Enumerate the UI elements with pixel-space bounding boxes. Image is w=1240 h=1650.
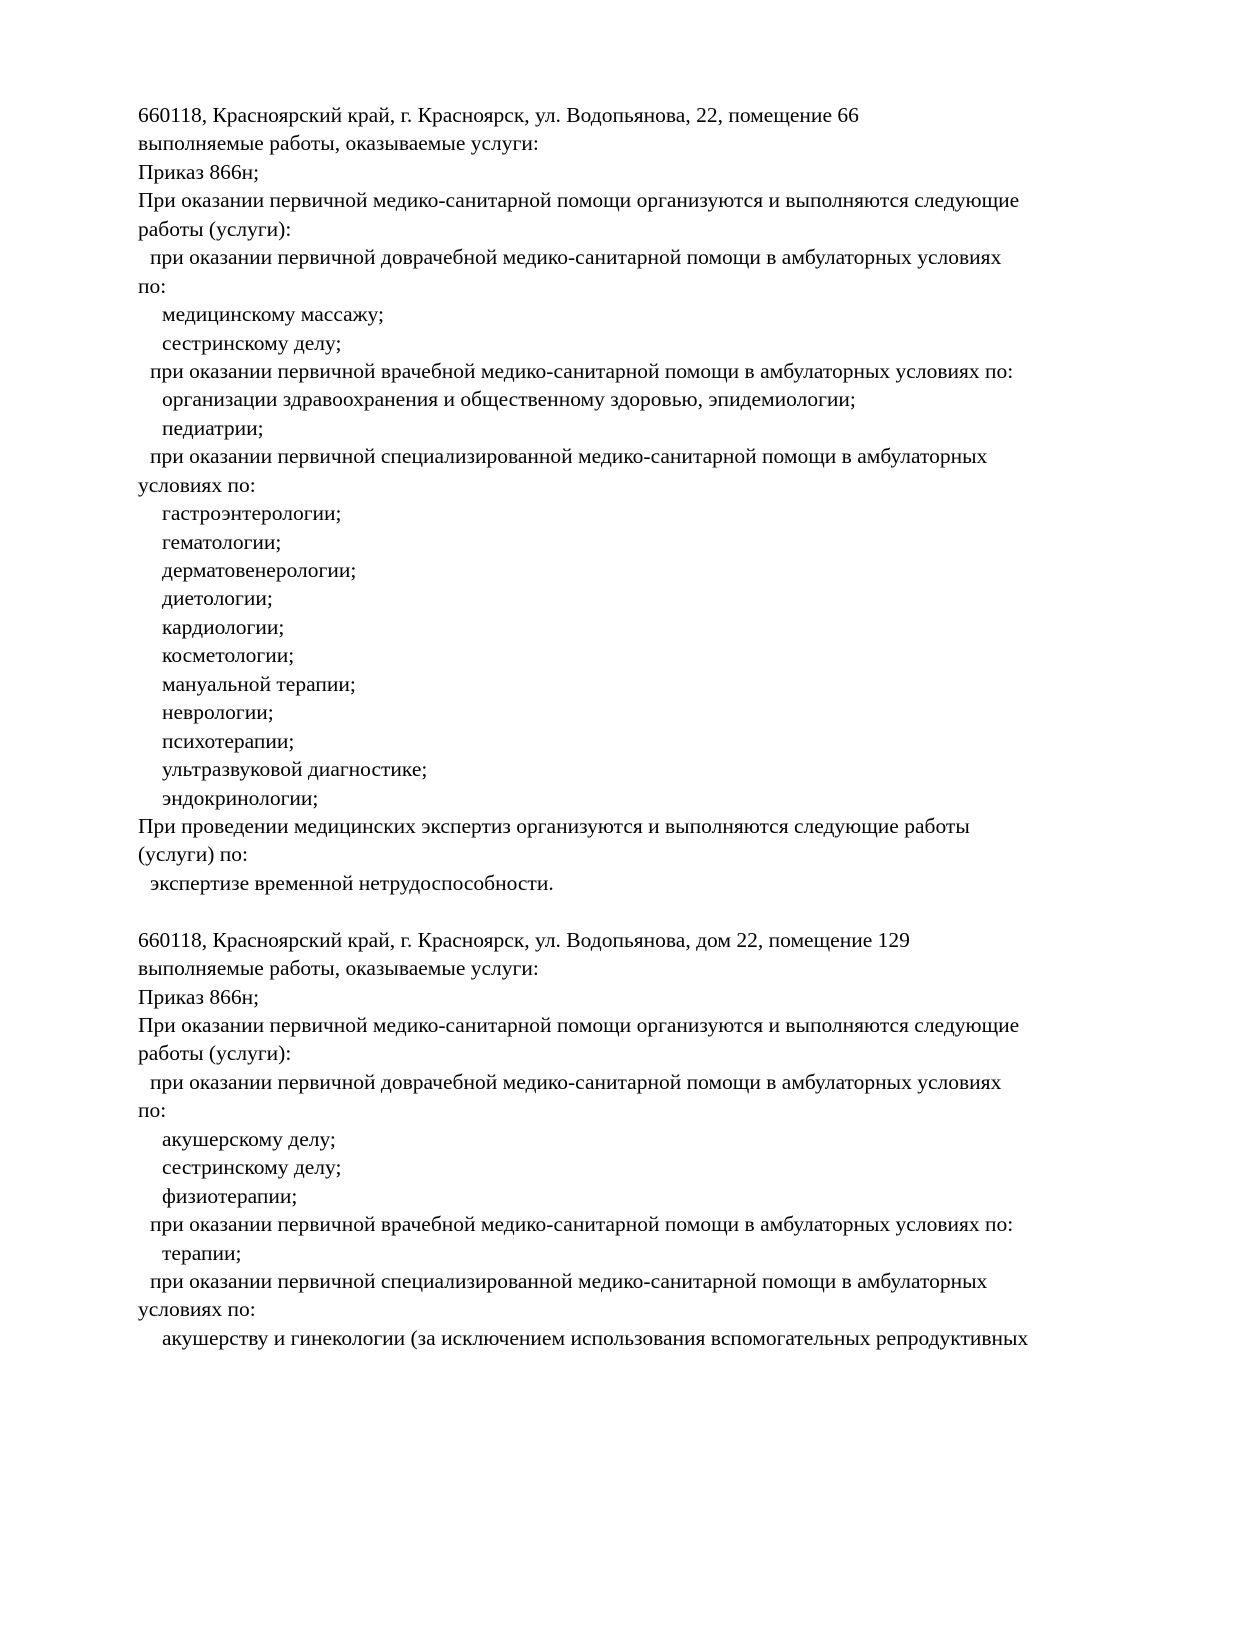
list-item: медицинскому массажу; — [162, 302, 384, 327]
address: 660118, Красноярский край, г. Красноярск, ул. Водопьянова, 22, помещение 66 — [138, 103, 859, 127]
works-label: выполняемые работы, оказываемые услуги: — [138, 131, 539, 156]
address: 660118, Красноярский край, г. Красноярск, ул. Водопьянова, дом 22, помещение 129 — [138, 927, 910, 952]
group-heading: по: — [138, 1098, 167, 1123]
group-heading: при оказании первичной специализированной медико-санитарной помощи в амбулаторных — [150, 1268, 988, 1293]
list-item: гематологии; — [162, 529, 282, 554]
group-heading: при оказании первичной доврачебной медико-санитарной помощи в амбулаторных условиях — [150, 245, 1002, 270]
list-item: ультразвуковой диагностике; — [162, 757, 428, 782]
intro-text: работы (услуги): — [138, 216, 292, 241]
intro-text: работы (услуги): — [138, 1041, 292, 1066]
list-item: педиатрии; — [162, 415, 264, 440]
license-section — [138, 101, 1138, 897]
expertise-heading: (услуги) по: — [138, 842, 249, 867]
group-heading: по: — [138, 273, 167, 298]
list-item: терапии; — [162, 1240, 242, 1265]
list-item: сестринскому делу; — [162, 1155, 342, 1180]
list-item: акушерскому делу; — [162, 1126, 336, 1151]
section-spacer — [138, 897, 1138, 925]
works-label: выполняемые работы, оказываемые услуги: — [138, 956, 539, 981]
list-item: физиотерапии; — [162, 1183, 298, 1208]
list-item: неврологии; — [162, 700, 274, 725]
group-heading: условиях по: — [138, 1297, 256, 1322]
group-heading: при оказании первичной врачебной медико-санитарной помощи в амбулаторных условиях по: — [150, 1212, 1014, 1237]
list-item: косметологии; — [162, 643, 295, 668]
list-item: кардиологии; — [162, 614, 285, 639]
list-item: дерматовенерологии; — [162, 558, 357, 582]
expertise-heading: При проведении медицинских экспертиз организуются и выполняются следующие работы — [138, 813, 970, 838]
group-heading: условиях по: — [138, 472, 256, 497]
list-item: акушерству и гинекологии (за исключением использования вспомогательных репродуктивных — [162, 1325, 1029, 1350]
order-reference: Приказ 866н; — [138, 159, 260, 184]
list-item: сестринскому делу; — [162, 330, 342, 355]
group-heading: при оказании первичной специализированной медико-санитарной помощи в амбулаторных — [150, 444, 988, 469]
list-item: психотерапии; — [162, 728, 295, 753]
intro-text: При оказании первичной медико-санитарной помощи организуются и выполняются следующие — [138, 188, 1020, 213]
list-item: диетологии; — [162, 586, 273, 611]
license-section — [138, 926, 1138, 1353]
order-reference: Приказ 866н; — [138, 984, 260, 1009]
group-heading: при оказании первичной доврачебной медико-санитарной помощи в амбулаторных условиях — [150, 1069, 1002, 1094]
list-item: организации здравоохранения и общественному здоровью, эпидемиологии; — [162, 387, 856, 412]
list-item: эндокринологии; — [162, 785, 319, 810]
list-item: мануальной терапии; — [162, 671, 356, 696]
list-item: экспертизе временной нетрудоспособности. — [150, 870, 554, 895]
list-item: гастроэнтерологии; — [162, 501, 342, 526]
document-page — [138, 101, 1138, 1352]
intro-text: При оказании первичной медико-санитарной помощи организуются и выполняются следующие — [138, 1013, 1020, 1037]
group-heading: при оказании первичной врачебной медико-санитарной помощи в амбулаторных условиях по: — [150, 358, 1014, 383]
